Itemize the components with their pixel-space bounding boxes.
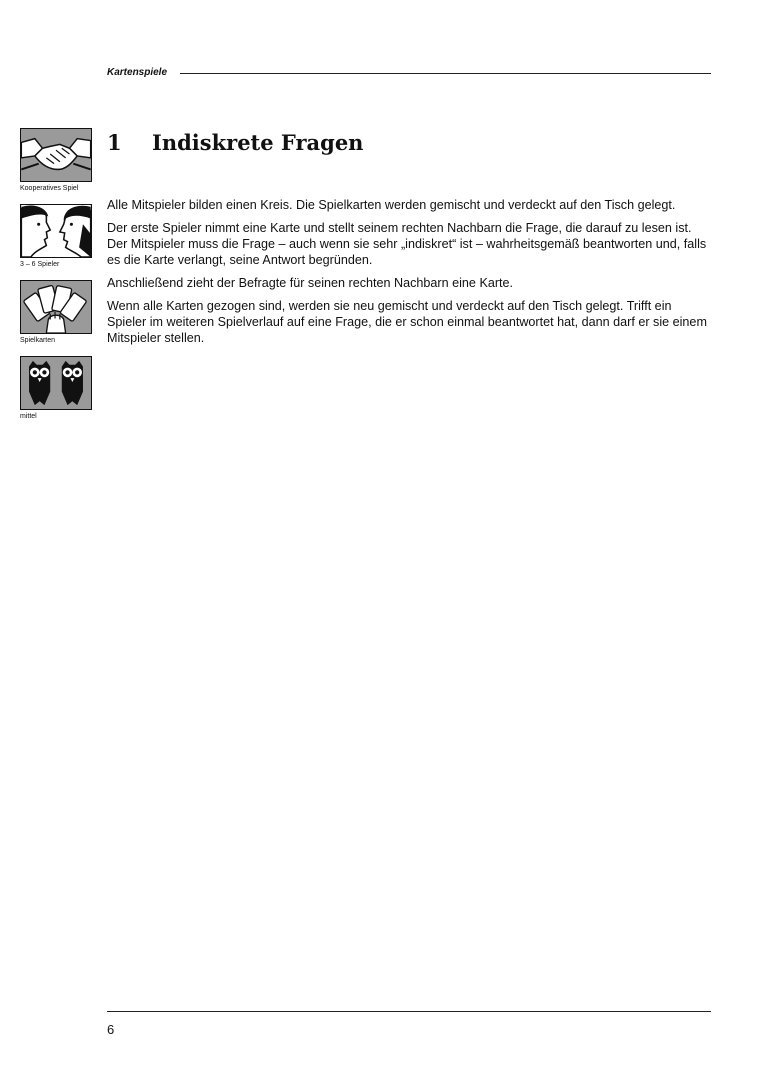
sidebar-caption: Kooperatives Spiel <box>20 185 79 192</box>
playing-cards-hand-icon <box>20 280 92 334</box>
rules-paragraph: Der erste Spieler nimmt eine Karte und stellt seinem rechten Nachbarn die Frage, die darauf zu lesen ist. Der Mitspieler muss die Frage – auch wenn sie sehr „indiskret“ ist – wahrheitsgemäß beantworten und, falls es die Karte verlangt, seine Antwort begründen. <box>107 221 707 267</box>
owls-icon <box>20 356 92 410</box>
rules-paragraph: Wenn alle Karten gezogen sind, werden sie neu gemischt und verdeckt auf den Tisch gelegt. Trifft ein Spieler im weiteren Spielverlauf auf eine Frage, die er schon einmal beantwortet hat, dann darf er sie einem Mitspieler stellen. <box>107 299 707 345</box>
game-number: 1 <box>107 130 122 155</box>
sidebar-caption: mittel <box>20 413 37 420</box>
sidebar-item-difficulty <box>20 356 100 421</box>
page-number: 6 <box>107 1022 115 1037</box>
game-title: Indiskrete Fragen <box>152 130 364 155</box>
rules-paragraph: Anschließend zieht der Befragte für seinen rechten Nachbarn eine Karte. <box>107 276 514 290</box>
page-header <box>107 66 711 80</box>
sidebar-caption: 3 – 6 Spieler <box>20 261 60 268</box>
section-title: Kartenspiele <box>107 67 168 78</box>
game-heading <box>107 128 711 158</box>
footer-rule <box>107 1011 711 1012</box>
sidebar-item-material <box>20 280 100 345</box>
two-faces-icon <box>20 204 92 258</box>
rules-paragraph: Alle Mitspieler bilden einen Kreis. Die Spielkarten werden gemischt und verdeckt auf den Tisch gelegt. <box>107 198 676 212</box>
sidebar-item-cooperative <box>20 128 100 193</box>
game-rules <box>107 197 707 353</box>
handshake-icon <box>20 128 92 182</box>
header-rule <box>180 73 711 74</box>
sidebar-item-players <box>20 204 100 269</box>
sidebar-caption: Spielkarten <box>20 337 56 344</box>
